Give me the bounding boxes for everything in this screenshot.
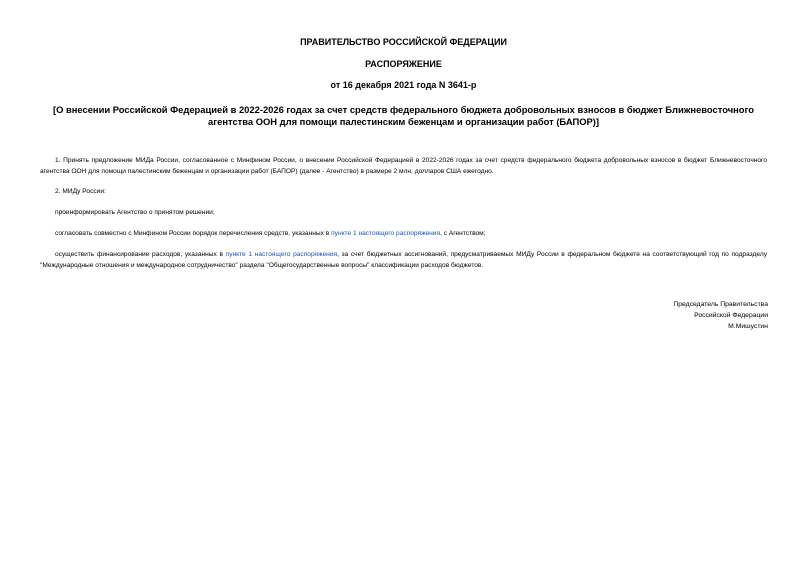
signature-position: Председатель Правительства: [673, 301, 768, 308]
paragraph-4-text-after: , с Агентством;: [440, 230, 486, 237]
paragraph-5: [40, 249, 767, 271]
government-heading: ПРАВИТЕЛЬСТВО РОССИЙСКОЙ ФЕДЕРАЦИИ: [300, 37, 507, 47]
paragraph-4-link[interactable]: пункте 1 настоящего распоряжения: [331, 230, 441, 237]
signature-block: [673, 299, 768, 332]
signature-organization: Российской Федерации: [694, 312, 768, 319]
paragraph-5-link[interactable]: пункте 1 настоящего распоряжения: [225, 251, 338, 258]
paragraph-5-text-after: , за счет бюджетных ассигнований, предусматриваемых МИДу России в федеральном бюджете на соответствующий год по подразделу "Международные отношения и международное сотрудничество" раздела "Общегосударственные вопросы" классификации расходов бюджетов.: [40, 251, 767, 269]
paragraph-1: 1. Принять предложение МИДа России, согласованное с Минфином России, о внесении Российской Федерацией в 2022-2026 годах за счет средств федерального бюджета добровольных взносов в бюджет Ближневосточного агентства ООН для помощи палестинским беженцам и организации работ (БАПОР) (далее - Агентство) в размере 2 млн. долларов США ежегодно.: [40, 157, 767, 175]
paragraph-2: 2. МИДу России:: [55, 188, 106, 195]
paragraph-3: проинформировать Агентство о принятом решении;: [55, 209, 215, 216]
paragraph-4-text-before: согласовать совместно с Минфином России порядок перечисления средств, указанных в: [55, 230, 332, 237]
signature-name: М.Мишустин: [728, 323, 768, 330]
document-title: [О внесении Российской Федерацией в 2022-2026 годах за счет средств федерального бюджета добровольных взносов в бюджет Ближневосточного агентства ООН для помощи палестинским беженцам и организации работ (БАПОР)]: [52, 104, 755, 127]
document-type-heading: РАСПОРЯЖЕНИЕ: [365, 59, 442, 69]
document-date-number: от 16 декабря 2021 года N 3641-р: [330, 80, 477, 90]
paragraph-4: [40, 228, 767, 239]
paragraph-5-text-before: осуществить финансирование расходов, указанных в: [55, 251, 226, 258]
